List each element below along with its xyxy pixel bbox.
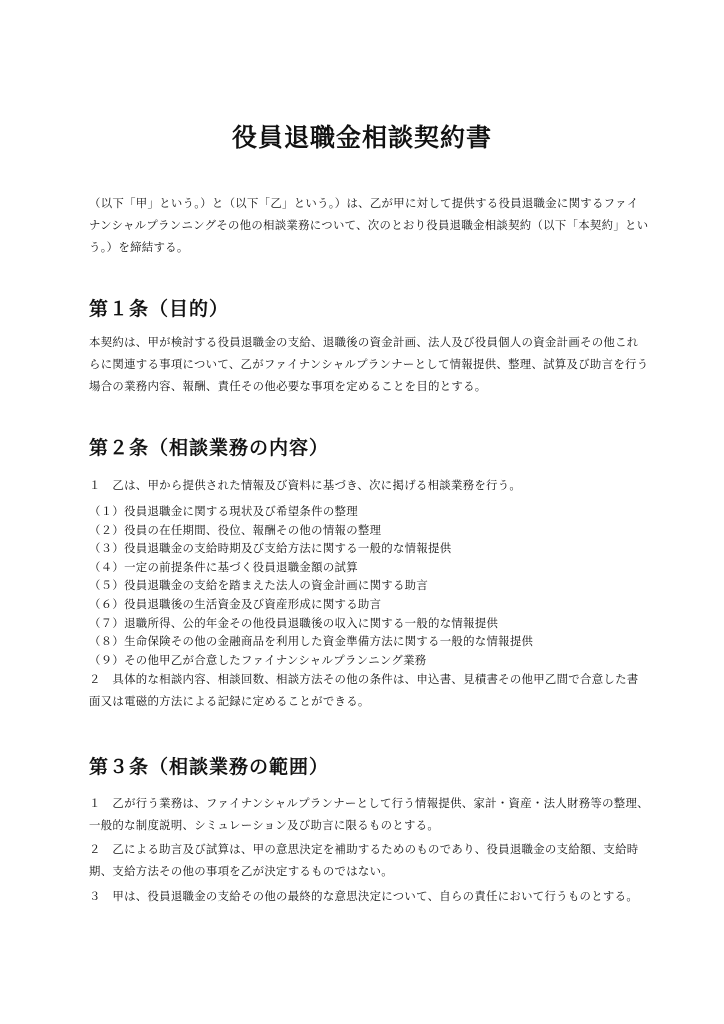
article-1-heading: 第１条（目的） <box>89 298 230 320</box>
list-item: （１）役員退職金に関する現状及び希望条件の整理 <box>89 504 358 518</box>
preamble: （以下「甲」という。）と（以下「乙」という。）は、乙が甲に対して提供する役員退職金に関するファイナンシャルプランニングその他の相談業務について、次のとおり役員退職金相談契約（以下「本契約」という。）を締結する。 <box>89 196 649 254</box>
article-3-para-2: ２ 乙による助言及び試算は、甲の意思決定を補助するためのものであり、役員退職金の支給額、支給時期、支給方法その他の事項を乙が決定するものではない。 <box>89 842 639 878</box>
article-2-heading: 第２条（相談業務の内容） <box>89 437 330 459</box>
article-2-item-list <box>89 502 533 669</box>
list-item: （８）生命保険その他の金融商品を利用した資金準備方法に関する一般的な情報提供 <box>89 634 534 649</box>
article-3-para-3: ３ 甲は、役員退職金の支給その他の最終的な意思決定について、自らの責任において行うものとする。 <box>89 889 639 903</box>
article-3-heading: 第３条（相談業務の範囲） <box>89 756 330 778</box>
list-item: （９）その他甲乙が合意したファイナンシャルプランニング業務 <box>89 652 427 667</box>
list-item: （２）役員の在任期間、役位、報酬その他の情報の整理 <box>89 522 382 537</box>
article-2-para-2: ２ 具体的な相談内容、相談回数、相談方法その他の条件は、申込書、見積書その他甲乙間で合意した書面又は電磁的方法による記録に定めることができる。 <box>89 672 639 708</box>
list-item: （７）退職所得、公的年金その他役員退職後の収入に関する一般的な情報提供 <box>89 615 499 630</box>
article-3-para-1: １ 乙が行う業務は、ファイナンシャルプランナーとして行う情報提供、家計・資産・法人財務等の整理、一般的な制度説明、シミュレーション及び助言に限るものとする。 <box>89 796 649 832</box>
list-item: （５）役員退職金の支給を踏まえた法人の資金計画に関する助言 <box>89 578 429 593</box>
article-1-text: 本契約は、甲が検討する役員退職金の支給、退職後の資金計画、法人及び役員個人の資金計画その他これらに関連する事項について、乙がファイナンシャルプランナーとして情報提供、整理、試算及び助言を行う場合の業務内容、報酬、責任その他必要な事項を定めることを目的とする。 <box>89 335 649 393</box>
list-item: （３）役員退職金の支給時期及び支給方法に関する一般的な情報提供 <box>89 541 452 556</box>
document-title: 役員退職金相談契約書 <box>231 123 492 152</box>
article-2-para-1: １ 乙は、甲から提供された情報及び資料に基づき、次に掲げる相談業務を行う。 <box>89 478 522 492</box>
list-item: （４）一定の前提条件に基づく役員退職金額の試算 <box>89 559 358 574</box>
list-item: （６）役員退職後の生活資金及び資産形成に関する助言 <box>89 596 382 611</box>
